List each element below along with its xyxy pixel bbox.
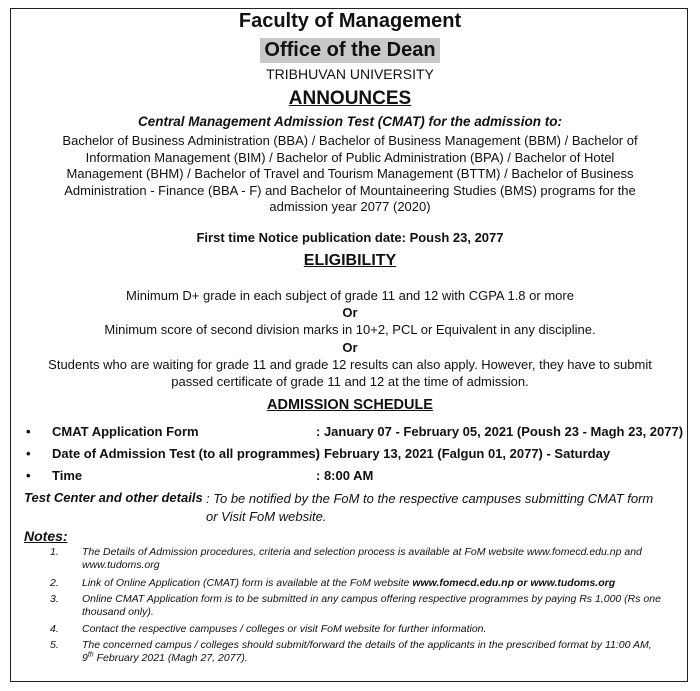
program-line: Bachelor of Business Administration (BBA) / Bachelor of Business Management (BBM) / Bachelor of bbox=[62, 133, 638, 148]
faculty-title: Faculty of Management bbox=[238, 10, 462, 32]
schedule-label: CMAT Application Form bbox=[52, 424, 199, 439]
test-center-label: Test Center and other details bbox=[24, 490, 203, 505]
eligibility-or-2: Or bbox=[342, 340, 358, 355]
university-name: TRIBHUVAN UNIVERSITY bbox=[266, 66, 434, 82]
schedule-value: : January 07 - February 05, 2021 (Poush 23 - Magh 23, 2077) bbox=[316, 424, 684, 439]
eligibility-or-1: Or bbox=[342, 305, 358, 320]
eligibility-criterion-3b: passed certificate of grade 11 and 12 at the time of admission. bbox=[171, 374, 529, 389]
note-text-post: February 2021 (Magh 27, 2077). bbox=[93, 652, 248, 664]
eligibility-criterion-3a: Students who are waiting for grade 11 and grade 12 results can also apply. However, they have to submit bbox=[48, 357, 652, 372]
announces-heading: ANNOUNCES bbox=[288, 88, 412, 109]
schedule-label: Date of Admission Test (to all programmes) bbox=[52, 446, 320, 461]
notice-publication-date: First time Notice publication date: Poush 23, 2077 bbox=[196, 230, 504, 245]
program-line: Management (BHM) / Bachelor of Travel and Tourism Management (BTTM) / Bachelor of Business bbox=[66, 166, 634, 181]
note-text: The Details of Admission procedures, criteria and selection process is available at FoM website www.fomecd.edu.np and www.tudoms.org bbox=[82, 546, 642, 571]
tudoms-link[interactable]: www.tudoms.org bbox=[530, 577, 616, 589]
ordinal-suffix: th bbox=[87, 651, 94, 659]
fomecd-link[interactable]: www.fomecd.edu.np bbox=[412, 577, 515, 589]
note-number: 5. bbox=[50, 639, 59, 651]
office-title-wrap bbox=[0, 38, 700, 63]
bullet: • bbox=[26, 446, 31, 461]
note-number: 1. bbox=[50, 546, 59, 558]
note-text bbox=[82, 577, 666, 590]
note-text-pre: The concerned campus / colleges should submit/forward the details of the applicants in the prescribed format by 11:00 AM, 9 bbox=[82, 639, 652, 664]
note-number: 3. bbox=[50, 593, 59, 605]
program-list bbox=[30, 133, 670, 216]
note-text-pre: Link of Online Application (CMAT) form is available at the FoM website bbox=[82, 577, 413, 589]
note-text: Contact the respective campuses / colleges or visit FoM website for further information. bbox=[82, 623, 487, 635]
cmat-subtitle: Central Management Admission Test (CMAT) for the admission to: bbox=[137, 114, 563, 129]
program-line: Administration - Finance (BBA - F) and Bachelor of Mountaineering Studies (BMS) programs for the bbox=[64, 182, 636, 198]
admission-schedule-heading: ADMISSION SCHEDULE bbox=[267, 397, 433, 413]
eligibility-heading: ELIGIBILITY bbox=[303, 252, 397, 269]
schedule-value: : 8:00 AM bbox=[316, 468, 374, 483]
note-number: 4. bbox=[50, 623, 59, 635]
office-title: Office of the Dean bbox=[260, 38, 439, 63]
schedule-label: Time bbox=[52, 468, 83, 483]
program-line: Information Management (BIM) / Bachelor of Public Administration (BPA) / Bachelor of Hotel bbox=[85, 149, 615, 165]
note-link-separator: or bbox=[514, 577, 531, 589]
program-line: admission year 2077 (2020) bbox=[269, 199, 431, 214]
note-text: Online CMAT Application form is to be submitted in any campus offering respective programmes by paying Rs 1,000 (Rs one thousand only). bbox=[82, 593, 661, 618]
note-text bbox=[82, 639, 666, 665]
schedule-value: : February 13, 2021 (Falgun 01, 2077) - Saturday bbox=[316, 446, 611, 461]
eligibility-criterion-1: Minimum D+ grade in each subject of grade 11 and 12 with CGPA 1.8 or more bbox=[126, 288, 574, 303]
notes-heading: Notes: bbox=[24, 528, 68, 544]
eligibility-criterion-2: Minimum score of second division marks in 10+2, PCL or Equivalent in any discipline. bbox=[104, 322, 596, 337]
test-center-value: : To be notified by the FoM to the respective campuses submitting CMAT form or Visit FoM website. bbox=[206, 491, 654, 524]
bullet: • bbox=[26, 424, 31, 439]
bullet: • bbox=[26, 468, 31, 483]
note-number: 2. bbox=[50, 577, 59, 589]
